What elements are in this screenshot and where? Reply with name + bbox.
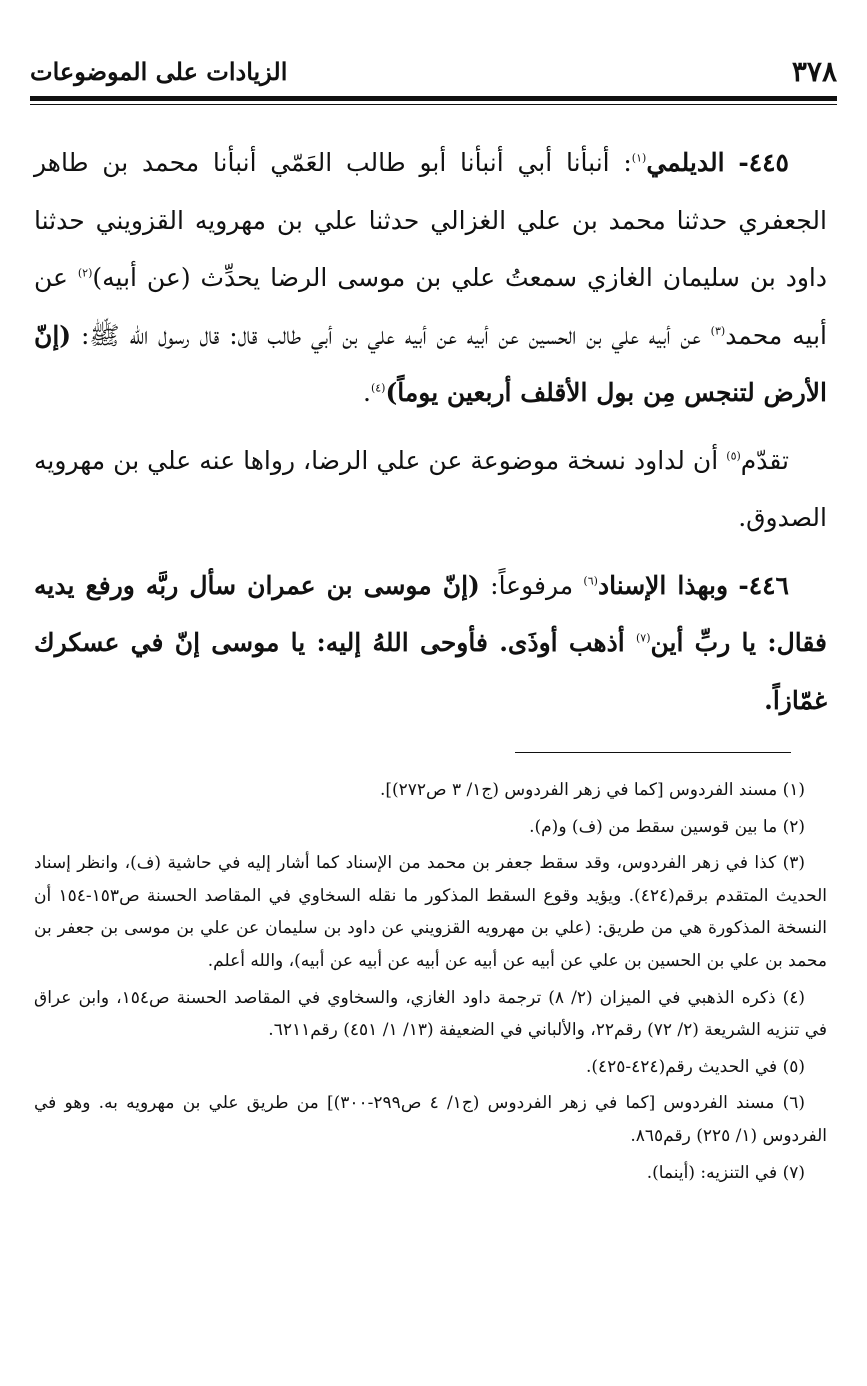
commentary-paragraph bbox=[34, 432, 827, 547]
footnote-7: (٧) في التنزيه: (أينما). bbox=[646, 1162, 805, 1183]
commentary-text: تقدّم bbox=[740, 445, 789, 475]
entry-number: ٤٤٦- bbox=[738, 570, 789, 600]
entry-lead: وبهذا الإسناد bbox=[597, 570, 729, 600]
header-rule-thin bbox=[30, 104, 837, 105]
footnote-3: (٣) كذا في زهر الفردوس، وقد سقط جعفر بن محمد من الإسناد كما أشار إليه في حاشية (ف)، وانظر إسناد الحديث المتقدم برقم(٤٢٤). ويؤيد وقوع السقط المذكور ما نقله السخاوي في المقاصد الحسنة ص١٥٣-١٥٤ أن النسخة المذكورة هي من طريق: (علي بن مهرويه القزويني عن داود بن سليمان عن علي بن موسى بن جعفر بن محمد بن علي بن الحسين بن علي عن أبيه عن أبيه عن أبيه عن أبيه عن أبيه)، والله أعلم. bbox=[34, 853, 828, 971]
footnote-4: (٤) ذكره الذهبي في الميزان (٢/ ٨) ترجمة داود الغازي، والسخاوي في المقاصد الحسنة ص١٥٤، وابن عراق في تنزيه الشريعة (٢/ ٧٢) رقم٢٢، والألباني في الضعيفة (١٣/ ١/ ٤٥١) رقم٦٢١١. bbox=[34, 987, 827, 1041]
footnote-ref: (٦) bbox=[583, 574, 598, 588]
entry-445 bbox=[34, 134, 827, 422]
page-number: ٣٧٨ bbox=[791, 55, 837, 88]
isnad-text: : أنبأنا أبي أنبأنا أبو طالب العَمّي أنبأنا محمد بن طاهر الجعفري حدثنا محمد بن علي الغزالي حدثنا علي بن مهرويه القزويني حدثنا داود بن سليمان الغازي سمعتُ علي بن موسى الرضا يحدِّث (عن أبيه) bbox=[34, 148, 827, 292]
hadith-text: (إنّ الأرض لتنجس مِن بول الأقلف أربعين يوماً) bbox=[34, 320, 827, 407]
footnote-6: (٦) مسند الفردوس [كما في زهر الفردوس (ج١/ ٤ ص٢٩٩-٣٠٠)] من طريق علي بن مهرويه به. وهو في الفردوس (١/ ٢٢٥) رقم٨٦٥. bbox=[34, 1093, 827, 1146]
main-text bbox=[34, 134, 827, 739]
running-title: الزيادات على الموضوعات bbox=[30, 57, 288, 86]
footnote-ref: (١) bbox=[631, 151, 647, 165]
header-rule-thick bbox=[30, 96, 837, 101]
footnote-ref: (٧) bbox=[635, 631, 651, 645]
commentary-text: أن لداود نسخة موضوعة عن علي الرضا، رواها عنه علي بن مهرويه الصدوق. bbox=[34, 445, 827, 532]
entry-446 bbox=[34, 557, 827, 730]
footnote-5: (٥) في الحديث رقم(٤٢٤-٤٢٥). bbox=[585, 1056, 805, 1077]
footnote-ref: (٣) bbox=[710, 324, 726, 338]
isnad-text: عن أبيه علي بن الحسين عن أبيه عن أبيه علي بن أبي طالب قال: قال رسول الله ﷺ: bbox=[71, 320, 711, 350]
footnote-2: (٢) ما بين قوسين سقط من (ف) و(م). bbox=[529, 816, 805, 837]
footnote-ref: (٤) bbox=[370, 381, 386, 395]
sentence-end: . bbox=[363, 378, 371, 407]
footnote-ref: (٢) bbox=[77, 266, 93, 280]
source-name: الديلمي bbox=[646, 148, 725, 177]
footnotes bbox=[34, 774, 827, 1193]
footnote-ref: (٥) bbox=[726, 449, 741, 463]
hadith-text: (إنّ موسى بن عمران سأل ربَّه ورفع يديه فقال: يا ربِّ أين bbox=[34, 570, 827, 657]
hadith-text: أذهب أوذَى. فأوحى اللهُ إليه: يا موسى إنّ في عسكرك غمّازاً. bbox=[34, 628, 827, 715]
isnad-text: عن أبيه محمد bbox=[34, 263, 827, 350]
footnote-1: (١) مسند الفردوس [كما في زهر الفردوس (ج١/ ٣ ص٢٧٢)]. bbox=[379, 780, 805, 800]
entry-number: ٤٤٥- bbox=[738, 148, 789, 177]
isnad-text: مرفوعاً: bbox=[479, 570, 584, 600]
page-header bbox=[30, 52, 837, 92]
footnote-separator bbox=[515, 752, 791, 753]
